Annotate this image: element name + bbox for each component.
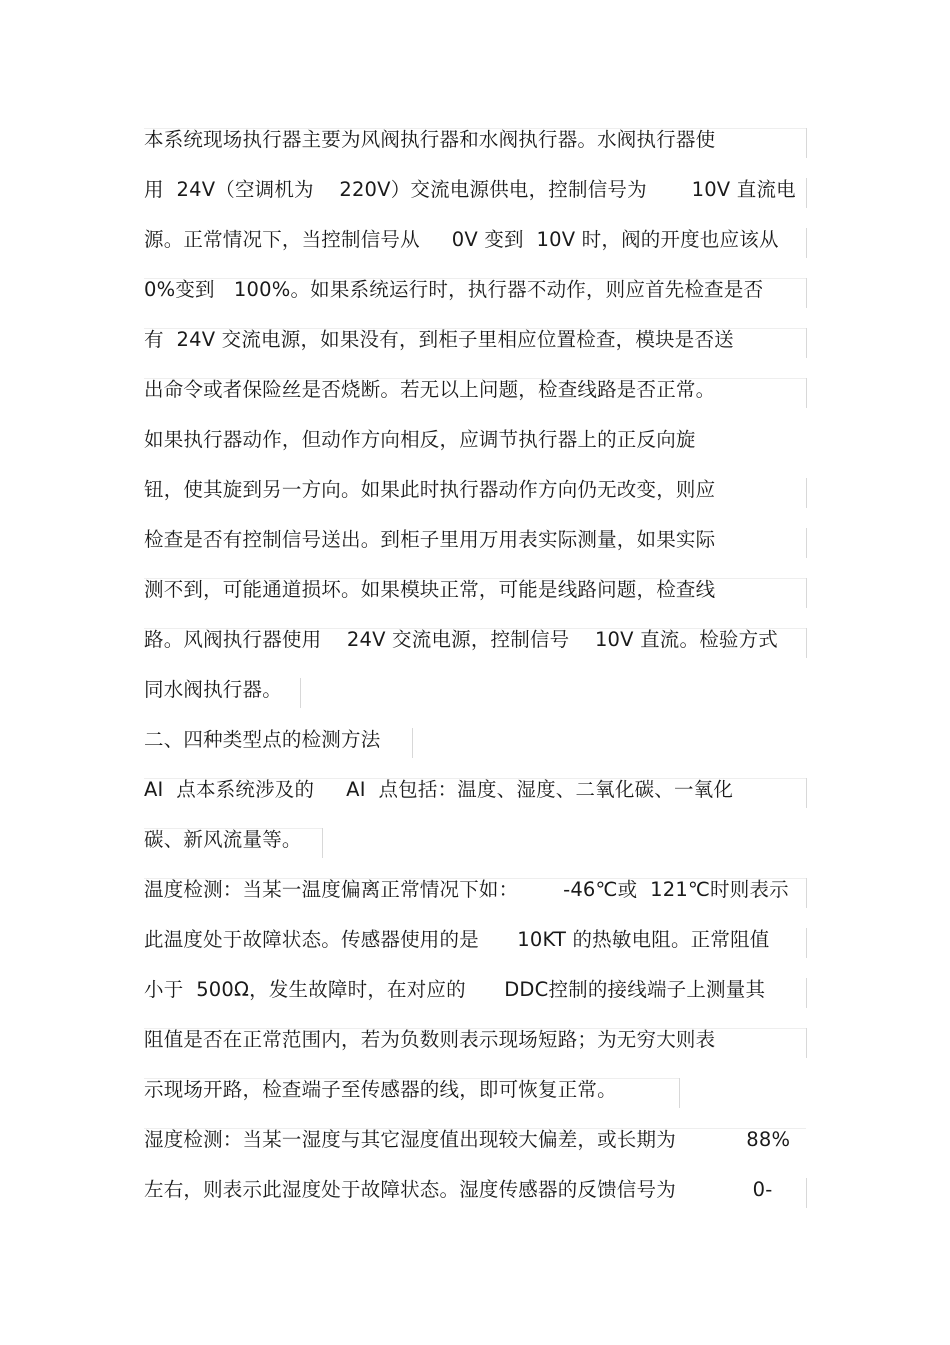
line-text: 如果执行器动作，但动作方向相反，应调节执行器上的正反向旋 <box>144 428 696 451</box>
text-line <box>144 972 824 1022</box>
line-text: 用 24V（空调机为 220V）交流电源供电，控制信号为 10V 直流电 <box>144 178 796 201</box>
text-line <box>144 1172 824 1222</box>
line-text: 本系统现场执行器主要为风阀执行器和水阀执行器。水阀执行器使 <box>144 128 716 151</box>
text-line <box>144 1072 824 1122</box>
line-text: 湿度检测：当某一湿度与其它湿度值出现较大偏差，或长期为 88% <box>144 1128 791 1151</box>
text-line <box>144 222 824 272</box>
text-line <box>144 422 824 472</box>
line-text: 温度检测：当某一温度偏离正常情况下如： -46℃或 121℃时则表示 <box>144 878 789 901</box>
section-heading <box>144 722 824 772</box>
text-line <box>144 572 824 622</box>
line-text: AI 点本系统涉及的 AI 点包括：温度、湿度、二氧化碳、一氧化 <box>144 778 734 801</box>
line-text: 二、四种类型点的检测方法 <box>144 728 381 751</box>
line-text: 路。风阀执行器使用 24V 交流电源，控制信号 10V 直流。检验方式 <box>144 628 778 651</box>
line-text: 小于 500Ω，发生故障时，在对应的 DDC控制的接线端子上测量其 <box>144 978 766 1001</box>
text-line <box>144 772 824 822</box>
line-text: 此温度处于故障状态。传感器使用的是 10KT 的热敏电阻。正常阻值 <box>144 928 770 951</box>
text-line <box>144 372 824 422</box>
text-line <box>144 1122 824 1172</box>
line-text: 左右，则表示此湿度处于故障状态。湿度传感器的反馈信号为 0- <box>144 1178 773 1201</box>
text-line <box>144 122 824 172</box>
line-text: 有 24V 交流电源，如果没有，到柜子里相应位置检查，模块是否送 <box>144 328 734 351</box>
line-text: 检查是否有控制信号送出。到柜子里用万用表实际测量，如果实际 <box>144 528 716 551</box>
line-text: 0%变到 100%。如果系统运行时，执行器不动作，则应首先检查是否 <box>144 278 764 301</box>
line-text: 阻值是否在正常范围内，若为负数则表示现场短路；为无穷大则表 <box>144 1028 716 1051</box>
line-text: 示现场开路，检查端子至传感器的线，即可恢复正常。 <box>144 1078 617 1101</box>
line-text: 同水阀执行器。 <box>144 678 282 701</box>
line-text: 钮，使其旋到另一方向。如果此时执行器动作方向仍无改变，则应 <box>144 478 716 501</box>
text-line <box>144 272 824 322</box>
line-text: 碳、新风流量等。 <box>144 828 302 851</box>
text-line <box>144 672 824 722</box>
line-text: 测不到，可能通道损坏。如果模块正常，可能是线路问题，检查线 <box>144 578 716 601</box>
text-line <box>144 472 824 522</box>
text-line <box>144 872 824 922</box>
text-line <box>144 322 824 372</box>
line-text: 源。正常情况下，当控制信号从 0V 变到 10V 时，阀的开度也应该从 <box>144 228 779 251</box>
text-line <box>144 1022 824 1072</box>
text-line <box>144 172 824 222</box>
text-line <box>144 622 824 672</box>
text-line <box>144 822 824 872</box>
text-line <box>144 922 824 972</box>
document-body <box>144 122 824 1222</box>
text-line <box>144 522 824 572</box>
line-text: 出命令或者保险丝是否烧断。若无以上问题，检查线路是否正常。 <box>144 378 716 401</box>
